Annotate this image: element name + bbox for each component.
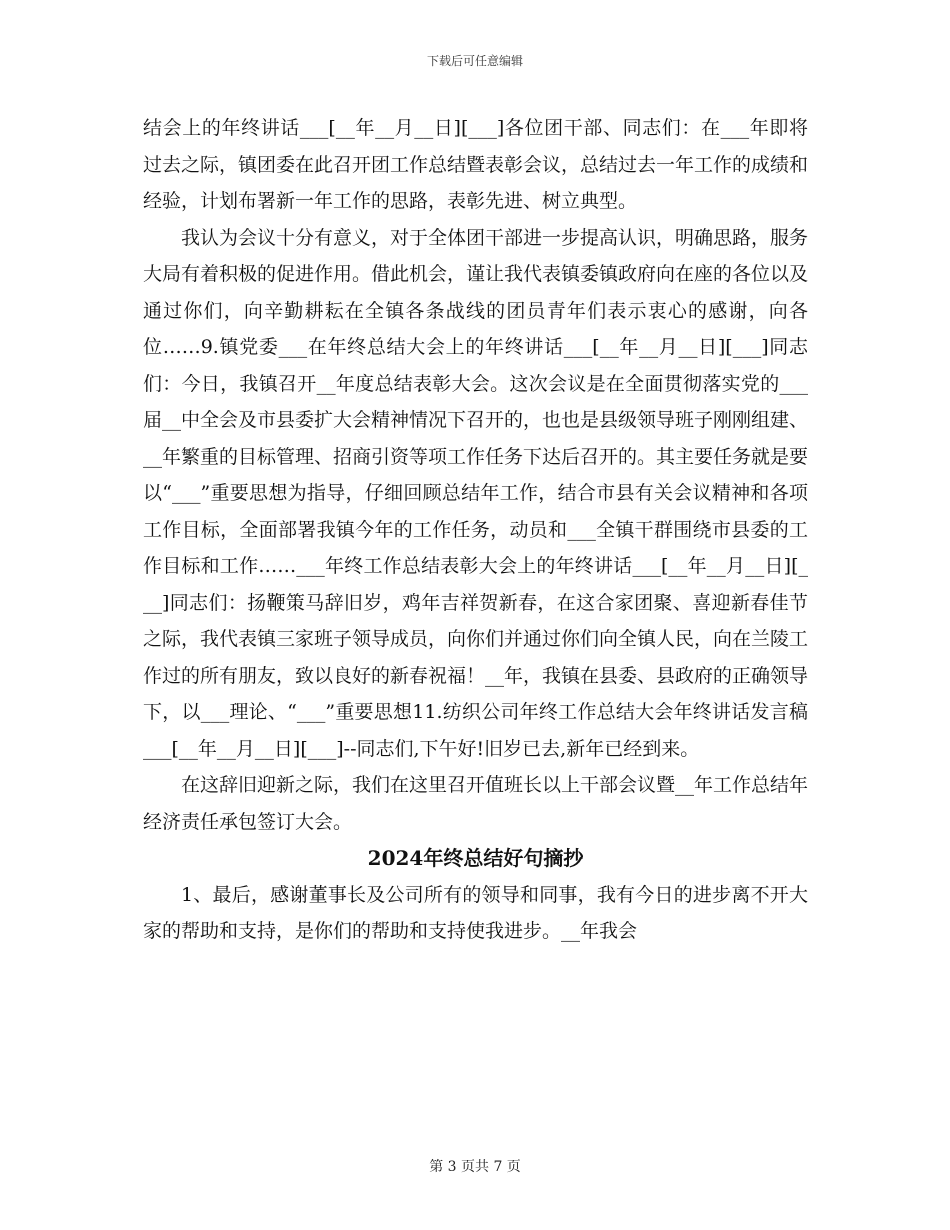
paragraph-3: 在这辞旧迎新之际，我们在这里召开值班长以上干部会议暨__年工作总结年经济责任承包签订大会。 — [143, 774, 809, 833]
section-paragraph-1: 1、最后，感谢董事长及公司所有的领导和同事，我有今日的进步离不开大家的帮助和支持，是你们的帮助和支持使我进步。__年我会 — [143, 883, 808, 942]
paragraph-2: 我认为会议十分有意义，对于全体团干部进一步提高认识，明确思路，服务大局有着积极的促进作用。借此机会，谨让我代表镇委镇政府向在座的各位以及通过你们，向辛勤耕耘在全镇各条战线的团员青年们表示衷心的感谢，向各位……9.镇党委___在年终总结大会上的年终讲话___[__年__月__日][___]同志们：今日，我镇召开__年度总结表彰大会。这次会议是在全面贯彻落实党的___届__中全会及市县委扩大会精神情况下召开的，也也是县级领导班子刚刚组建、__年繁重的目标管理、招商引资等项工作任务下达后召开的。其主要任务就是要以“___”重要思想为指导，仔细回顾总结年工作，结合市县有关会议精神和各项工作目标，全面部署我镇今年的工作任务，动员和___全镇干群围绕市县委的工作目标和工作……___年终工作总结表彰大会上的年终讲话___[__年__月__日][___]同志们：扬鞭策马辞旧岁，鸡年吉祥贺新春，在这合家团聚、喜迎新春佳节之际，我代表镇三家班子领导成员，向你们并通过你们向全镇人民，向在兰陵工作过的所有朋友，致以良好的新春祝福！__年，我镇在县委、县政府的正确领导下，以___理论、“___”重要思想11.纺织公司年终工作总结大会年终讲话发言稿___[__年__月__日][___]--同志们,下午好!旧岁已去,新年已经到来。 — [143, 226, 809, 760]
paragraph-1: 结会上的年终讲话___[__年__月__日][___]各位团干部、同志们：在___年即将过去之际，镇团委在此召开团工作总结暨表彰会议，总结过去一年工作的成绩和经验，计划布署新一年工作的思路，表彰先进、树立典型。 — [143, 117, 809, 212]
page-header: 下载后可任意编辑 — [426, 54, 523, 68]
document-body — [143, 110, 808, 950]
section-title: 2024年终总结好句摘抄 — [367, 846, 584, 870]
page-number: 第 3 页共 7 页 — [429, 1159, 521, 1175]
